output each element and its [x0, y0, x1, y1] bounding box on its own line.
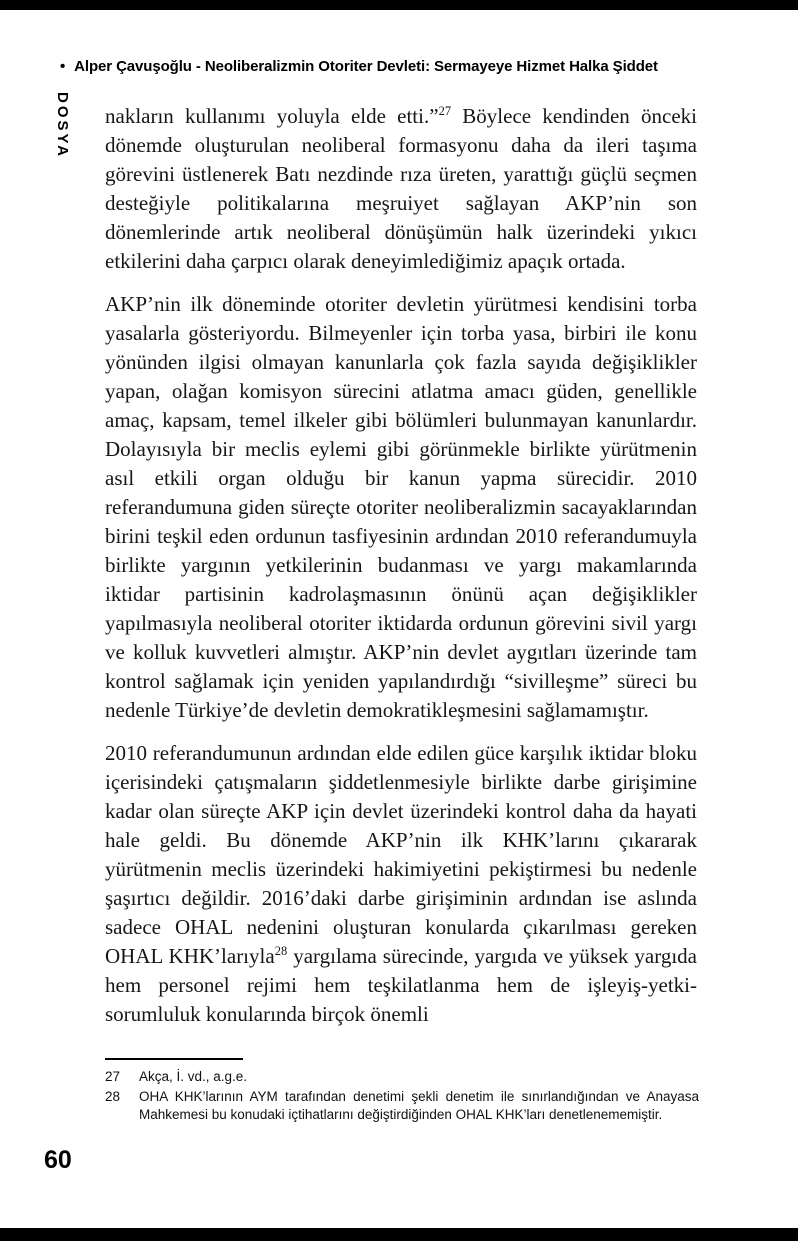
footnotes-block	[105, 1058, 699, 1126]
running-header	[60, 58, 658, 75]
footnote-reference: 28	[274, 944, 288, 958]
footnote-text: OHA KHK’larının AYM tarafından denetimi şekli denetim ile sınırlandığından ve Anayasa Mahkemesi bu konudaki içtihatlarını değiştirdiğinden OHAL KHK’ları denetlenememiştir.	[139, 1089, 699, 1122]
header-author: Alper Çavuşoğlu -	[74, 58, 205, 75]
paragraph	[105, 290, 697, 725]
paragraph	[105, 102, 697, 276]
paragraph-text: 2010 referandumunun ardından elde edilen güce karşılık iktidar bloku içerisindeki çatışmaların şiddetlenmesiyle birlikte darbe girişimine kadar olan süreçte AKP için devlet üzerindeki kontrol daha da hayati hale geldi. Bu dönemde AKP’nin ilk KHK’larını çıkararak yürütmenin meclis üzerindeki hakimiyetini pekiştirmesi bu nedenle şaşırtıcı değildir. 2016’daki darbe girişiminin ardından ise aslında sadece OHAL nedenini oluşturan konularda çıkarılması gereken OHAL KHK’larıyla	[105, 741, 697, 968]
header-title: Neoliberalizmin Otoriter Devleti: Sermayeye Hizmet Halka Şiddet	[204, 58, 658, 75]
paragraph-text: Böylece kendinden önceki dönemde oluşturulan neoliberal formasyonu daha da ileri taşıma görevini üstlenerek Batı nezdinde rıza üreten, yarattığı güçlü seçmen desteğiyle politikalarına meşruiyet sağlayan AKP’nin son dönemlerinde artık neoliberal dönüşümün halk üzerindeki yıkıcı etkilerini daha çarpıcı olarak deneyimlediğimiz apaçık ortada.	[105, 104, 697, 273]
top-edge-bar	[0, 0, 798, 10]
footnote	[105, 1088, 699, 1124]
bottom-edge-bar	[0, 1228, 798, 1241]
footnotes	[105, 1068, 699, 1124]
header-bullet: •	[60, 58, 66, 75]
footnote-number: 28	[105, 1089, 121, 1104]
page-number: 60	[44, 1146, 72, 1174]
paragraph-text: nakların kullanımı yoluyla elde etti.”	[105, 104, 439, 128]
footnote	[105, 1068, 699, 1086]
side-label-dosya: DOSYA	[54, 92, 71, 159]
footnote-reference: 27	[438, 104, 452, 118]
paragraph-text: AKP’nin ilk döneminde otoriter devletin yürütmesi kendisini torba yasalarla gösteriyordu. Bilmeyenler için torba yasa, birbiri ile konu yönünden ilgisi olmayan kanunlarla çok fazla sayıda değişiklikler yapan, olağan komisyon sürecini atlatma amacı güden, genellikle amaç, kapsam, temel ilkeler gibi bölümleri bulunmayan kanunlardır. Dolayısıyla bir meclis eylemi gibi görünmekle birlikte yürütmenin asıl etkili organ olduğu bir kanun yapma sürecidir. 2010 referandumuna giden süreçte otoriter neoliberalizmin sacayaklarından birini teşkil eden ordunun tasfiyesinin ardından 2010 referandumuyla birlikte yargının yetkilerinin budanması ve yargı makamlarında iktidar partisinin kadrolaşmasının önünü açan değişiklikler yapılmasıyla neoliberal otoriter iktidarda ordunun görevini sivil yargı ve kolluk kuvvetleri almıştır. AKP’nin devlet aygıtları üzerinde tam kontrol sağlamak için yeniden yapılandırdığı “sivilleşme” süreci bu nedenle Türkiye’de devletin demokratikleşmesini sağlamamıştır.	[105, 292, 697, 722]
body-text	[105, 102, 697, 1054]
paragraph-text: yargılama sürecinde, yargıda ve yüksek yargıda hem personel rejimi hem teşkilatlanma hem de işleyiş-yetki-sorumluluk konularında birçok önemli	[105, 944, 697, 1026]
paragraph	[105, 739, 697, 1029]
footnote-text: Akça, İ. vd., a.g.e.	[139, 1069, 248, 1084]
footnote-number: 27	[105, 1069, 121, 1084]
footnote-separator	[105, 1058, 243, 1060]
